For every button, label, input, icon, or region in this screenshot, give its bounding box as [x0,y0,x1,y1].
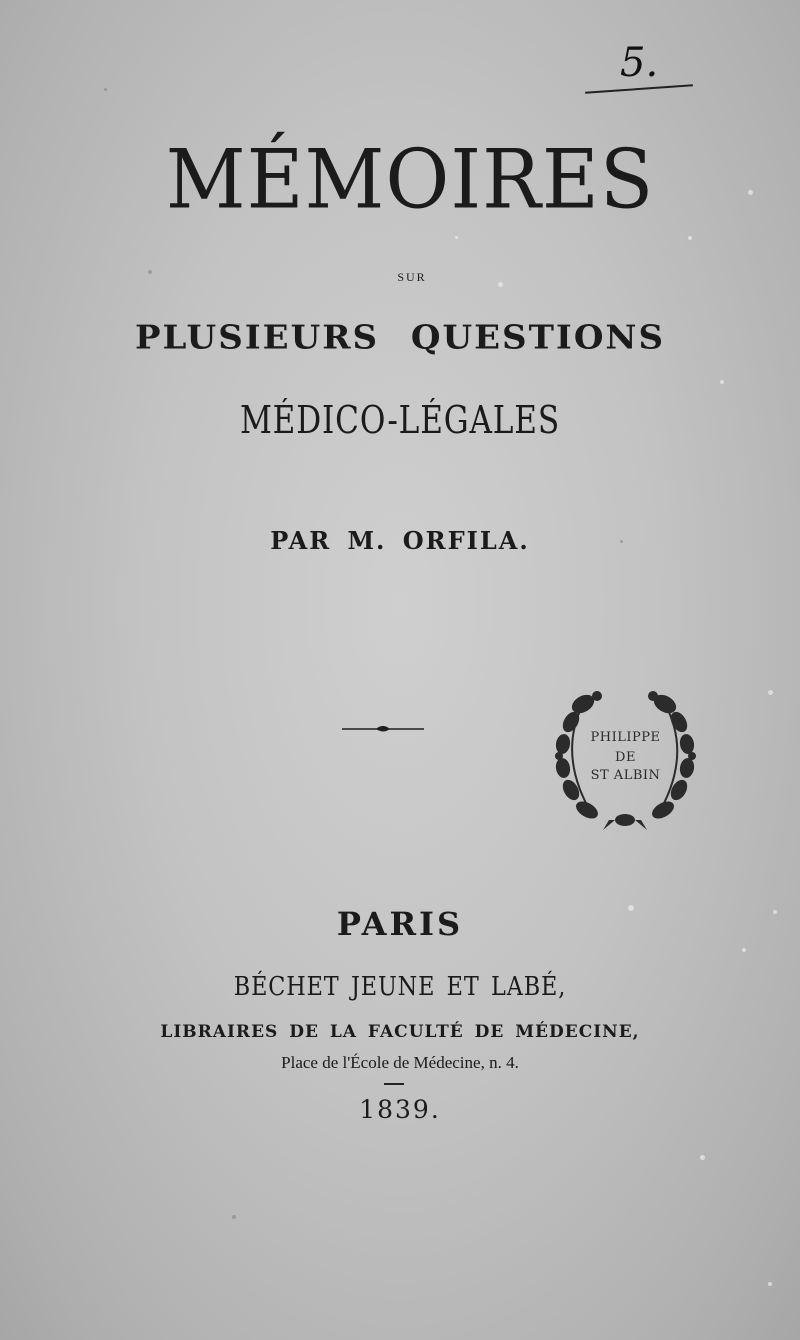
paper-speck [232,1215,236,1219]
handwritten-shelfmark: 5. [620,40,659,86]
imprint-year: 1839. [359,1095,441,1124]
paper-speck [768,1282,772,1286]
paper-speck [742,948,746,952]
paper-speck [688,236,692,240]
ornamental-rule [340,722,426,736]
title-connector: SUR [397,270,427,284]
paper-speck [700,1155,705,1160]
imprint-address: Place de l'École de Médecine, n. 4. [281,1053,519,1072]
subtitle-line-2: MÉDICO-LÉGALES [239,398,561,442]
author-line: PAR M. ORFILA. [270,526,530,555]
subtitle-line-1: PLUSIEURS QUESTIONS [134,319,666,357]
stamp-line-3: ST ALBIN [590,768,661,783]
paper-speck [720,380,724,384]
imprint-publisher: BÉCHET JEUNE ET LABÉ, [233,972,567,1002]
book-title: MÉMOIRES [165,132,655,228]
ownership-stamp [553,684,698,834]
paper-speck [104,88,107,91]
stamp-line-2: DE [615,750,636,765]
year-rule [384,1083,404,1085]
stamp-line-1: PHILIPPE [590,730,661,745]
paper-speck [768,690,773,695]
imprint-place: PARIS [336,905,464,943]
imprint-bookseller: LIBRAIRES DE LA FACULTÉ DE MÉDECINE, [160,1022,640,1042]
paper-speck [455,236,458,239]
